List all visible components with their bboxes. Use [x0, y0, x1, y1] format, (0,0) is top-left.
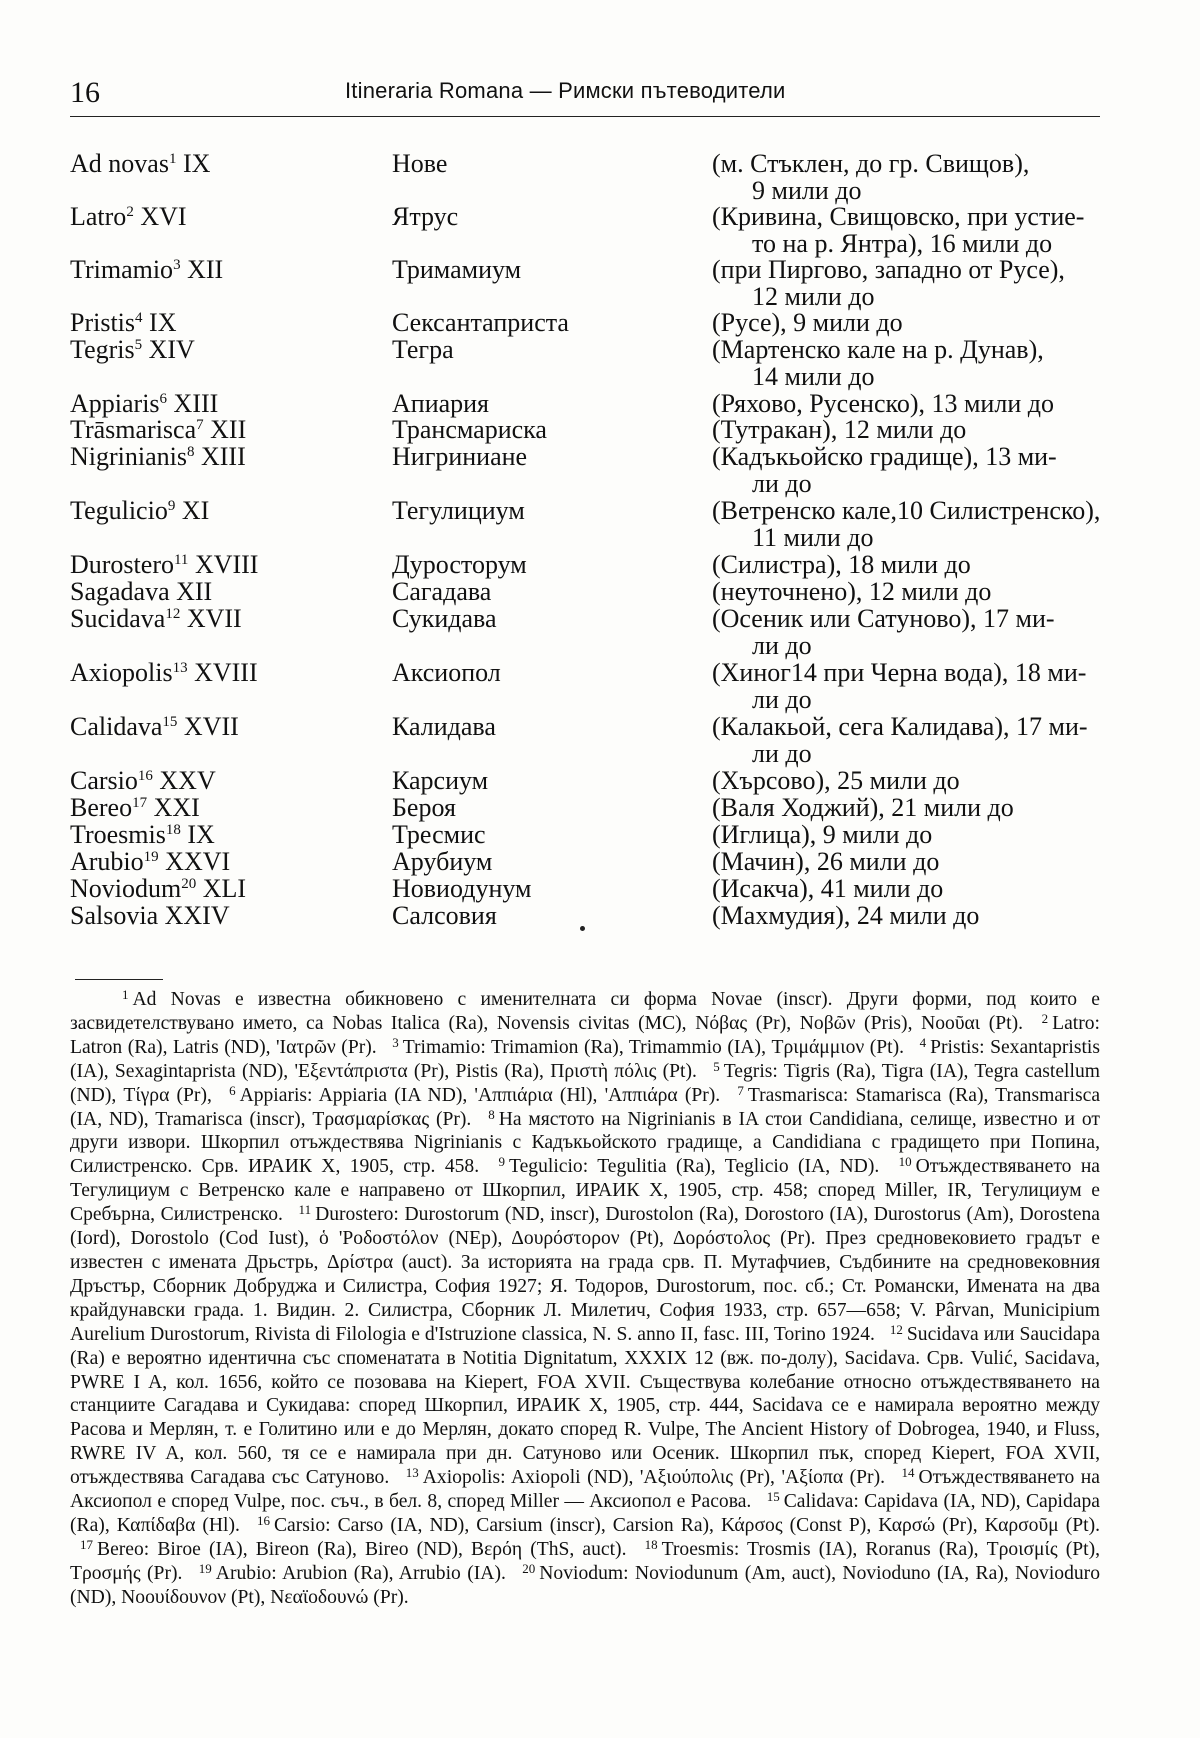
modern-location: [712, 256, 1065, 310]
location-line: (Мартенско кале на р. Дунав),: [712, 335, 1044, 364]
footnote-number: 3: [392, 1034, 399, 1050]
footnote-number: 9: [498, 1154, 506, 1170]
station-cyrillic: Сукидава: [392, 604, 497, 633]
modern-location: [712, 767, 960, 794]
station-latin: [70, 150, 210, 177]
station-name: Troesmis: [70, 820, 166, 849]
location-line: (Кадъкьойско градище), 13 ми-: [712, 442, 1057, 471]
location-line: (при Пиргово, западно от Русе),: [712, 255, 1065, 284]
footnote-ref: 11: [173, 552, 189, 568]
station-latin: [70, 821, 215, 848]
modern-location: [712, 902, 979, 929]
station-cyrillic: Тресмис: [392, 820, 486, 849]
footnote-text: Arubio: Arubion (Ra), Arrubio (IA).: [215, 1562, 506, 1584]
footnote-text: Pristis: Sexantapristis (IA), Sexagintaprista (ND), 'Εξεντάπριστα (Pr), Pistis (Ra), Πριστὴ πόλις (Pt).: [70, 1036, 1101, 1082]
page-number: 16: [70, 76, 100, 109]
station-name: Noviodum: [70, 874, 182, 903]
footnote-number: 5: [713, 1058, 720, 1074]
station-cyrillic: Калидава: [392, 712, 496, 741]
station-cyrillic: Сексантаприста: [392, 308, 569, 337]
location-line-continued: ли до: [752, 469, 812, 498]
station-latin: [70, 767, 216, 794]
station-latin: [70, 659, 258, 686]
footnote-number: 17: [80, 1536, 93, 1552]
footnote-number: 4: [919, 1034, 927, 1050]
modern-location: [712, 605, 1055, 659]
footnote-number: 1: [122, 987, 129, 1002]
station-cyrillic: Карсиум: [392, 766, 489, 795]
footnote-ref: 8: [187, 444, 195, 460]
station-latin: [70, 256, 223, 283]
footnote-number: 14: [901, 1465, 915, 1481]
footnote-ref: 18: [165, 822, 181, 838]
footnote-ref: 3: [173, 257, 181, 273]
location-line: (Ветренско кале,10 Силистренско),: [712, 496, 1101, 525]
footnote-ref: 15: [162, 714, 178, 730]
print-dot-mark: [580, 926, 585, 931]
footnote-text: Latro: Latron (Ra), Latris (ND), 'Ιατρῶν (Pr).: [70, 1012, 1100, 1058]
modern-location: [712, 150, 1029, 204]
footnote-number: 15: [766, 1489, 780, 1505]
station-latin: [70, 713, 239, 740]
station-name: Durostero: [70, 550, 174, 579]
footnote-text: Durostero: Durostorum (ND, inscr), Durostolon (Ra), Dorostoro (IA), Durostorus (Am), Dorostena (Iord), Dorostolo (Cod Iust), ὁ 'Ροδοστόλον (NEp), Δουρόστορον (Pt), Δορόστολος (Pr). През средновековието градът е известен с имената Дрьстрь, Δρίστρα (auct). За историята на града срв. П. Мутафчиев, Съдбините на средновековния Дръстър, Сборник Добруджа и Силистра, София 1927; Я. Тодоров, Durostorum, пос. сб.; Ст. Романски, Имената на два крайдунавски града. 1. Видин. 2. Силистра, Сборник Л. Милетич, София 1933, стр. 657—658; V. Pârvan, Municipium Aurelium Durostorum, Rivista di Filologia e d'Istruzione classica, N. S. anno II, fasc. III, Torino 1924.: [70, 1204, 1100, 1345]
location-line-continued: ли до: [752, 685, 812, 714]
footnote-ref: 2: [126, 204, 134, 220]
station-miles: XVII: [183, 712, 239, 741]
footnote-text: Carsio: Carso (IA, ND), Carsium (inscr), Carsion Ra), Κάρσος (Const P), Καρσώ (Pr), Καρσοῦμ (Pt).: [273, 1514, 1100, 1536]
footnote-number: 7: [737, 1082, 744, 1098]
station-name: Nigrinianis: [70, 442, 187, 471]
station-latin: [70, 794, 200, 821]
footnote-number: 12: [889, 1321, 903, 1337]
footnote-ref: 4: [135, 310, 143, 326]
location-line: (Силистра), 18 мили до: [712, 550, 971, 579]
footnote-text: Tegris: Tigris (Ra), Tigra (IA), Tegra castellum (ND), Τίγρα (Pr),: [70, 1060, 1100, 1106]
station-cyrillic: Нове: [392, 149, 448, 178]
location-line: (Тутракан), 12 мили до: [712, 415, 967, 444]
location-line-continued: 12 мили до: [752, 282, 875, 311]
station-cyrillic: Аксиопол: [392, 658, 501, 687]
modern-location: [712, 713, 1088, 767]
station-latin: [70, 578, 212, 605]
footnote-ref: 5: [134, 337, 143, 353]
station-latin: [70, 309, 176, 336]
station-miles: XIII: [173, 389, 219, 418]
station-name: Calidava: [70, 712, 163, 741]
footnote-ref: 19: [143, 849, 159, 865]
location-line-continued: то на р. Янтра), 16 мили до: [752, 229, 1053, 258]
location-line: (Исакча), 41 мили до: [712, 874, 944, 903]
station-miles: XIII: [201, 442, 246, 471]
station-miles: XXIV: [164, 901, 230, 930]
modern-location: [712, 309, 903, 336]
station-miles: XIV: [148, 335, 195, 364]
station-name: Bereo: [70, 793, 133, 822]
station-latin: [70, 390, 218, 417]
location-line: (Русе), 9 мили до: [712, 308, 903, 337]
station-name: Sagadava: [70, 577, 170, 606]
footnote-separator: [75, 979, 163, 980]
station-latin: [70, 336, 195, 363]
footnote-ref: 20: [181, 876, 197, 892]
station-miles: XVII: [186, 604, 242, 633]
station-cyrillic: Ятрус: [392, 202, 459, 231]
footnote-number: 13: [405, 1465, 419, 1481]
location-line: (Хиног14 при Черна вода), 18 ми-: [712, 658, 1087, 687]
footnote-text: Trasmarisca: Stamarisca (Ra), Transmarisca (IA, ND), Tramarisca (inscr), Τρασμαρίσκας (Pr).: [70, 1084, 1101, 1130]
station-cyrillic: Дуросторум: [392, 550, 527, 579]
station-miles: XVIII: [194, 550, 259, 579]
modern-location: [712, 390, 1054, 417]
station-miles: XII: [176, 577, 213, 606]
station-miles: IX: [149, 308, 177, 337]
footnote-ref: 13: [172, 660, 188, 676]
location-line: (м. Стъклен, до гр. Свищов),: [712, 149, 1030, 178]
footnote-number: 11: [298, 1202, 312, 1218]
station-miles: XVIII: [194, 658, 258, 687]
modern-location: [712, 578, 991, 605]
modern-location: [712, 443, 1057, 497]
footnote-text: Отъждествяването на Аксиопол е според Vulpe, пос. съч., в бел. 8, според Miller — Аксиопол е Расова.: [70, 1467, 1100, 1513]
station-cyrillic: Новиодунум: [392, 874, 532, 903]
footnote-text: Appiaris: Appiaria (IA ND), 'Αππιάρια (Hl), 'Αππιάρα (Pr).: [239, 1084, 721, 1106]
station-miles: XVI: [140, 202, 187, 231]
station-cyrillic: Салсовия: [392, 901, 497, 930]
location-line: (Кривина, Свищовско, при устие-: [712, 202, 1085, 231]
footnote-number: 16: [256, 1512, 270, 1528]
footnote-text: Отъждествяването на Тегулициум с Ветренско кале е направено от Шкорпил, ИРАИК X, 1905, стр. 458; според Miller, IR, Тегулициум е Сребърна, Силистренско.: [70, 1156, 1101, 1226]
station-miles: XI: [181, 496, 210, 525]
modern-location: [712, 848, 939, 875]
station-latin: [70, 875, 246, 902]
station-name: Salsovia: [70, 901, 159, 930]
station-name: Axiopolis: [70, 658, 173, 687]
location-line-continued: 14 мили до: [752, 362, 875, 391]
station-latin: [70, 902, 230, 929]
station-cyrillic: Трансмариска: [392, 415, 547, 444]
running-title: Itineraria Romana — Римски пътеводители: [345, 78, 786, 103]
station-name: Latro: [70, 202, 127, 231]
footnote-text: Noviodum: Noviodunum (Am, auct), Novioduno (IA, Ra), Novioduro (ND), Νοουίδουνον (Pt), Νεαϊοδουνώ (Pr).: [70, 1562, 1100, 1608]
modern-location: [712, 497, 1100, 551]
station-latin: [70, 416, 246, 443]
station-name: Tegulicio: [70, 496, 168, 525]
footnotes: [70, 988, 1100, 1610]
location-line-continued: 9 мили до: [752, 176, 862, 205]
station-cyrillic: Сагадава: [392, 577, 492, 606]
footnote-number: 20: [522, 1560, 536, 1576]
modern-location: [712, 875, 943, 902]
footnote-number: 18: [644, 1536, 658, 1552]
location-line: (Мачин), 26 мили до: [712, 847, 940, 876]
modern-location: [712, 659, 1086, 713]
footnote-ref: 1: [168, 151, 177, 167]
modern-location: [712, 551, 971, 578]
station-miles: IX: [187, 820, 215, 849]
footnote-text: Ad Novas е известна обикновено с именителната си форма Novae (inscr). Други форми, под които е засвидетелствувано името, са Nobas Italica (Ra), Novensis civitas (MC), Νόβας (Pr), Νοβῶν (Pris), Νοοῦαι (Pt).: [70, 989, 1100, 1034]
station-miles: XII: [187, 255, 224, 284]
footnote-text: На мястото на Nigrinianis в IA стои Candidiana, селище, известно и от други извори. Шкорпил отъждествява Nigrinianis с Кадъкьойското градище, а Candidiana с градището при Попина, Силистренско. Срв. ИРАИК X, 1905, стр. 458.: [70, 1108, 1100, 1178]
footnote-text: Bereo: Biroe (IA), Bireon (Ra), Bireo (ND), Βερόη (ThS, auct).: [97, 1538, 627, 1560]
station-latin: [70, 551, 258, 578]
station-name: Trāsmarisca: [70, 415, 197, 444]
footnote-number: 10: [898, 1154, 912, 1170]
station-name: Sucidava: [70, 604, 166, 633]
location-line-continued: ли до: [752, 631, 812, 660]
station-latin: [70, 848, 230, 875]
station-miles: XXVI: [165, 847, 231, 876]
station-cyrillic: Тегулициум: [392, 496, 525, 525]
location-line: (Махмудия), 24 мили до: [712, 901, 980, 930]
location-line: (Осеник или Сатуново), 17 ми-: [712, 604, 1055, 633]
station-miles: XXI: [153, 793, 200, 822]
station-name: Tegris: [70, 335, 135, 364]
station-name: Ad novas: [70, 149, 169, 178]
station-latin: [70, 605, 242, 632]
footnote-number: 6: [229, 1082, 236, 1098]
location-line: (Калакьой, сега Калидава), 17 ми-: [712, 712, 1088, 741]
station-latin: [70, 443, 246, 470]
location-line: (Валя Ходжий), 21 мили до: [712, 793, 1014, 822]
page-header: [70, 72, 1100, 117]
location-line: (Хърсово), 25 мили до: [712, 766, 960, 795]
footnote-number: 2: [1041, 1010, 1049, 1026]
station-cyrillic: Бероя: [392, 793, 456, 822]
station-miles: XLI: [202, 874, 247, 903]
footnote-ref: 9: [167, 498, 176, 514]
footnote-text: Sucidava или Saucidapa (Ra) е вероятно идентична със споменатата в Notitia Dignitatum, XXXIX 12 (вж. по-долу), Sacidava. Срв. Vulić, Sacidava, PWRE I A, кол. 1656, който се позовава на Kiepert, FOA XVII. Съществува колебание относно отъждествяването на станциите Сагадава и Сукидава: според Шкорпил, ИРАИК X, 1905, стр. 444, Sacidava се е намирала вероятно между Расова и Мерлян, т. е Голитино или е до Мерлян, докато според R. Vulpe, The Ancient History of Dobrogea, 1940, и Fluss, RWRE IV A, кол. 560, тя се е намирала при дн. Сатуново или Осеник. Шкорпил пък, според Kiepert, FOA XVII, отъждествява Сагадава със Сатуново.: [70, 1323, 1100, 1489]
station-name: Pristis: [70, 308, 136, 337]
footnote-text: Trimamio: Trimamion (Ra), Trimammio (IA), Τριμάμμιον (Pt).: [402, 1036, 905, 1058]
modern-location: [712, 794, 1014, 821]
footnote-ref: 12: [165, 606, 181, 622]
footnote-ref: 17: [132, 795, 148, 811]
modern-location: [712, 416, 966, 443]
footnote-number: 19: [198, 1560, 212, 1576]
station-cyrillic: Апиария: [392, 389, 490, 418]
location-line: (Иглица), 9 мили до: [712, 820, 933, 849]
station-name: Trimamio: [70, 255, 174, 284]
station-name: Carsio: [70, 766, 138, 795]
station-cyrillic: Нигриниане: [392, 442, 528, 471]
footnote-ref: 16: [137, 768, 153, 784]
modern-location: [712, 203, 1084, 257]
footnote-number: 8: [488, 1106, 495, 1122]
station-miles: IX: [182, 149, 211, 178]
footnote-text: Axiopolis: Axiopoli (ND), 'Αξιούπολις (Pr), 'Αξίοπα (Pr).: [422, 1467, 885, 1489]
modern-location: [712, 336, 1044, 390]
station-latin: [70, 203, 187, 230]
station-miles: XII: [210, 415, 247, 444]
location-line-continued: 11 мили до: [752, 523, 874, 552]
footnote-ref: 6: [159, 391, 168, 407]
station-cyrillic: Арубиум: [392, 847, 493, 876]
location-line-continued: ли до: [752, 739, 812, 768]
station-miles: XXV: [159, 766, 216, 795]
station-name: Arubio: [70, 847, 144, 876]
location-line: (Ряхово, Русенско), 13 мили до: [712, 389, 1054, 418]
footnote-text: Tegulicio: Tegulitia (Ra), Teglicio (IA, ND).: [509, 1156, 880, 1178]
footnote-ref: 7: [196, 417, 204, 433]
station-latin: [70, 497, 209, 524]
location-line: (неуточнено), 12 мили до: [712, 577, 992, 606]
station-cyrillic: Тегра: [392, 335, 454, 364]
footnote-text: Troesmis: Trosmis (IA), Roranus (Ra), Τροισμίς (Pt), Τροσμής (Pr).: [70, 1538, 1100, 1584]
station-cyrillic: Тримамиум: [392, 255, 522, 284]
station-name: Appiaris: [70, 389, 160, 418]
footnote-text: Calidava: Capidava (IA, ND), Capidapa (Ra), Καπίδαβα (Hl).: [70, 1491, 1100, 1536]
modern-location: [712, 821, 932, 848]
